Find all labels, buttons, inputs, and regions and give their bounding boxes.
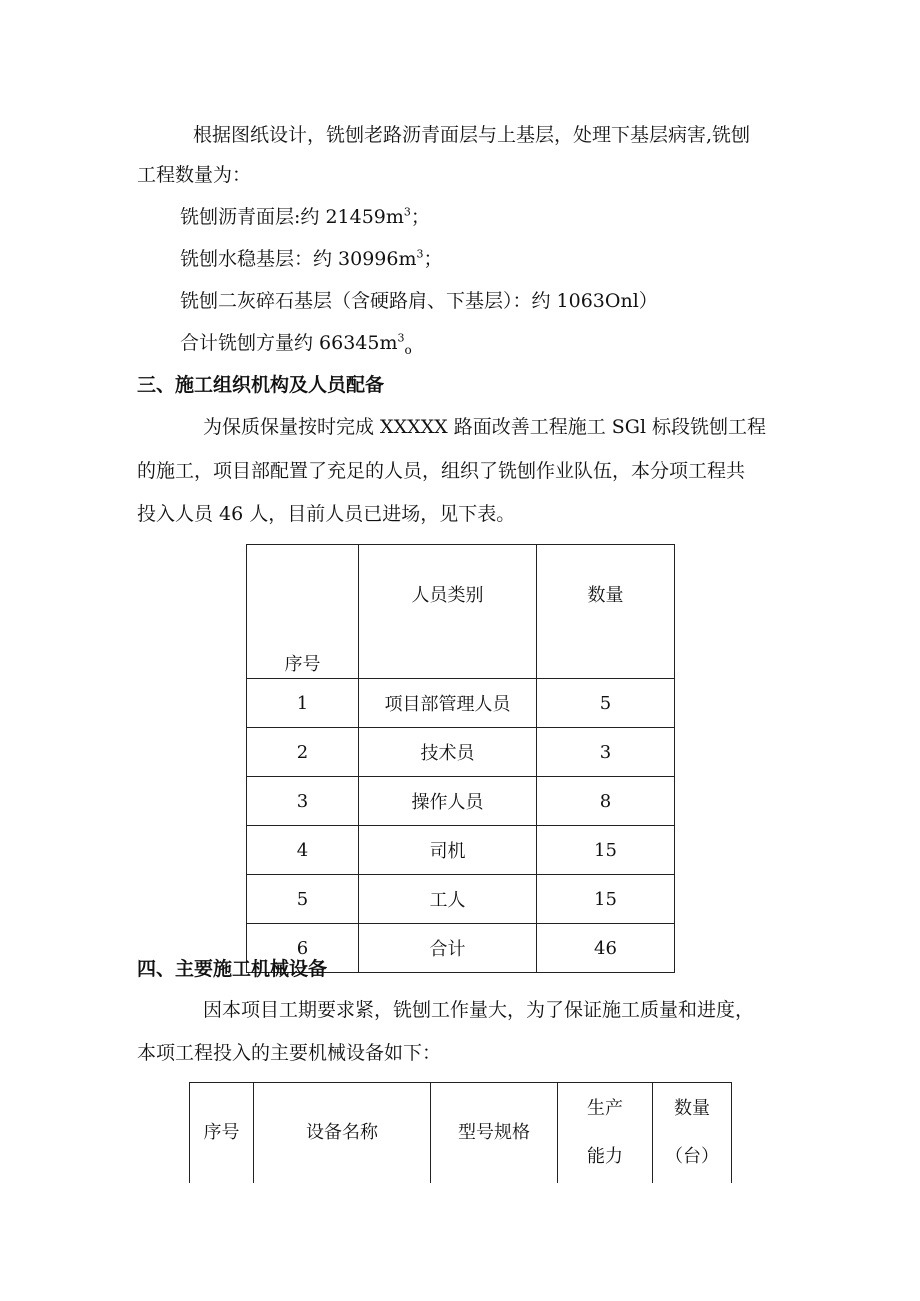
cell-index: 2 [247, 728, 359, 777]
table-row [247, 875, 675, 924]
quantity-item-cement-base-end: ； [423, 248, 443, 270]
cell-index: 4 [247, 826, 359, 875]
header-cell-model-spec: 型号规格 [431, 1083, 558, 1184]
table-row [247, 728, 675, 777]
cell-count: 46 [537, 924, 675, 973]
intro-line-2: 工程数量为： [137, 164, 252, 186]
header-capacity-line-1: 生产 [587, 1098, 623, 1119]
cell-category: 技术员 [359, 728, 537, 777]
section-4-heading: 四、主要施工机械设备 [137, 958, 328, 980]
cell-category: 工人 [359, 875, 537, 924]
table-row [247, 679, 675, 728]
cell-count: 15 [537, 826, 675, 875]
cell-count: 5 [537, 679, 675, 728]
cell-category: 项目部管理人员 [359, 679, 537, 728]
table-row [247, 777, 675, 826]
cell-index: 6 [247, 924, 359, 973]
header-quantity-line-2: （台） [665, 1146, 719, 1167]
cell-index: 1 [247, 679, 359, 728]
cubic-superscript: 3 [416, 247, 424, 261]
cell-count: 15 [537, 875, 675, 924]
header-quantity-line-1: 数量 [674, 1098, 710, 1119]
quantity-item-asphalt [180, 204, 430, 230]
cell-count: 3 [537, 728, 675, 777]
section-3-heading: 三、施工组织机构及人员配备 [137, 374, 385, 396]
quantity-item-cement-base-text: 铣刨水稳基层：约 30996m [180, 248, 417, 270]
intro-line-1: 根据图纸设计，铣刨老路沥青面层与上基层，处理下基层病害,铣刨 [193, 124, 751, 146]
section-3-line-3: 投入人员 46 人，目前人员已进场，见下表。 [137, 503, 516, 525]
quantity-item-asphalt-text: 铣刨沥青面层:约 21459m [180, 206, 404, 228]
cubic-superscript: 3 [397, 331, 405, 345]
equipment-table [189, 1082, 732, 1183]
header-cell-capacity [558, 1083, 653, 1184]
header-cell-index: 序号 [190, 1083, 254, 1184]
quantity-total-text: 合计铣刨方量约 66345m [180, 332, 398, 354]
section-3-line-1: 为保质保量按时完成 XXXXX 路面改善工程施工 SGl 标段铣刨工程 [203, 416, 767, 438]
header-cell-category: 人员类别 [359, 545, 537, 679]
header-cell-count: 数量 [537, 545, 675, 679]
header-cell-quantity [653, 1083, 732, 1184]
cubic-superscript: 3 [403, 205, 411, 219]
header-capacity-line-2: 能力 [587, 1146, 623, 1167]
table-header-row [247, 545, 675, 679]
header-cell-index: 序号 [247, 545, 359, 679]
section-4-line-2: 本项工程投入的主要机械设备如下： [137, 1042, 442, 1064]
cell-index: 5 [247, 875, 359, 924]
cell-category: 操作人员 [359, 777, 537, 826]
quantity-item-cement-base [180, 246, 443, 272]
cell-index: 3 [247, 777, 359, 826]
section-3-line-2: 的施工，项目部配置了充足的人员，组织了铣刨作业队伍，本分项工程共 [137, 460, 746, 482]
total-subscript: o [404, 342, 412, 357]
section-4-line-1: 因本项目工期要求紧，铣刨工作量大，为了保证施工质量和进度， [203, 999, 755, 1021]
cell-category: 司机 [359, 826, 537, 875]
cell-count: 8 [537, 777, 675, 826]
quantity-total [180, 330, 412, 356]
table-row [247, 826, 675, 875]
table-header-row [190, 1083, 732, 1184]
staff-table [246, 544, 675, 973]
quantity-item-asphalt-end: ； [410, 206, 430, 228]
cell-category: 合计 [359, 924, 537, 973]
header-cell-equipment-name: 设备名称 [254, 1083, 431, 1184]
quantity-item-lime-fly-ash: 铣刨二灰碎石基层（含硬路肩、下基层）：约 1063Onl） [180, 290, 658, 312]
